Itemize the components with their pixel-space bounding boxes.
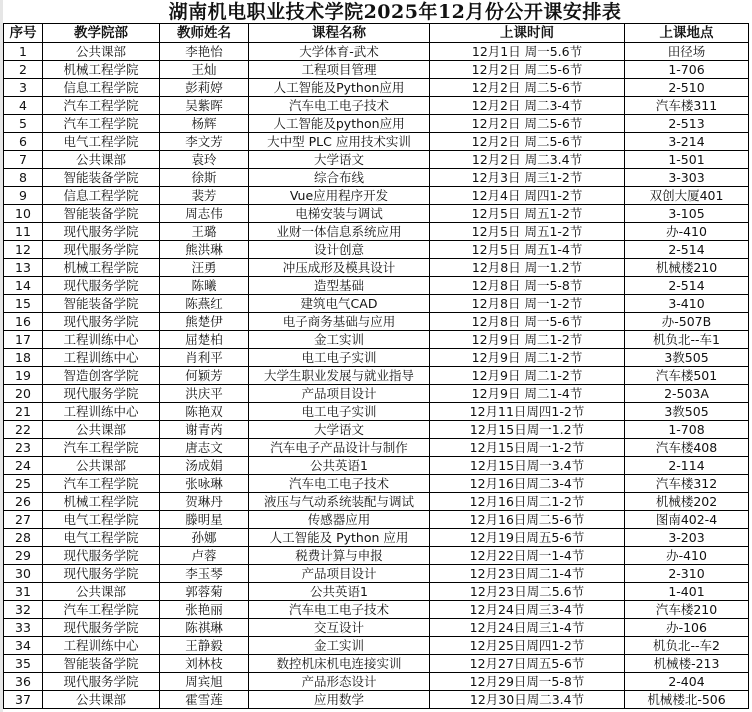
cell-col-location[interactable]: 3教505	[625, 349, 749, 367]
cell-col-location[interactable]: 机械楼北-506	[625, 691, 749, 709]
cell-col-location[interactable]: 双创大厦401	[625, 187, 749, 205]
cell-col-department[interactable]: 现代服务学院	[43, 277, 160, 295]
cell-col-time[interactable]: 12月8日 周一1.2节	[430, 259, 625, 277]
cell-col-index[interactable]: 32	[4, 601, 43, 619]
cell-col-teacher[interactable]: 孙娜	[160, 529, 249, 547]
cell-col-index[interactable]: 26	[4, 493, 43, 511]
cell-col-index[interactable]: 17	[4, 331, 43, 349]
cell-col-department[interactable]: 现代服务学院	[43, 565, 160, 583]
cell-col-department[interactable]: 智能装备学院	[43, 205, 160, 223]
header-col-time: 上课时间	[430, 24, 625, 43]
cell-col-index[interactable]: 37	[4, 691, 43, 709]
header-row	[4, 24, 749, 43]
cell-col-index[interactable]: 34	[4, 637, 43, 655]
table-row	[4, 475, 749, 493]
cell-col-time[interactable]: 12月9日 周二1-2节	[430, 349, 625, 367]
table-row	[4, 79, 749, 97]
header-col-location: 上课地点	[625, 24, 749, 43]
cell-col-department[interactable]: 机械工程学院	[43, 493, 160, 511]
cell-col-time[interactable]: 12月15日周一1-2节	[430, 439, 625, 457]
table-row	[4, 187, 749, 205]
cell-col-department[interactable]: 智能装备学院	[43, 655, 160, 673]
cell-col-location[interactable]: 机负北--车1	[625, 331, 749, 349]
cell-col-location[interactable]: 图南402-4	[625, 511, 749, 529]
cell-col-course[interactable]: 传感器应用	[249, 511, 430, 529]
cell-col-location[interactable]: 汽车楼408	[625, 439, 749, 457]
cell-col-course[interactable]: 公共英语1	[249, 583, 430, 601]
cell-col-department[interactable]: 现代服务学院	[43, 673, 160, 691]
cell-col-teacher[interactable]: 徐斯	[160, 169, 249, 187]
cell-col-teacher[interactable]: 霍雪莲	[160, 691, 249, 709]
table-row	[4, 313, 749, 331]
cell-col-teacher[interactable]: 卢蓉	[160, 547, 249, 565]
cell-col-time[interactable]: 12月22日周一1-4节	[430, 547, 625, 565]
cell-col-time[interactable]: 12月2日 周二3.4节	[430, 151, 625, 169]
cell-col-time[interactable]: 12月27日周五5-6节	[430, 655, 625, 673]
cell-col-location[interactable]: 办-410	[625, 547, 749, 565]
table-row	[4, 331, 749, 349]
table-row	[4, 655, 749, 673]
cell-col-course[interactable]: 汽车电工电子技术	[249, 475, 430, 493]
cell-col-location[interactable]: 汽车楼312	[625, 475, 749, 493]
cell-col-course[interactable]: 综合布线	[249, 169, 430, 187]
cell-col-time[interactable]: 12月29日周一5-8节	[430, 673, 625, 691]
cell-col-course[interactable]: 工程项目管理	[249, 61, 430, 79]
cell-col-time[interactable]: 12月15日周一3.4节	[430, 457, 625, 475]
cell-col-location[interactable]: 办-410	[625, 223, 749, 241]
cell-col-teacher[interactable]: 张艳丽	[160, 601, 249, 619]
table-row	[4, 223, 749, 241]
cell-col-department[interactable]: 信息工程学院	[43, 187, 160, 205]
cell-col-teacher[interactable]: 刘林枝	[160, 655, 249, 673]
cell-col-teacher[interactable]: 汤成娟	[160, 457, 249, 475]
cell-col-course[interactable]: 电工电子实训	[249, 349, 430, 367]
cell-col-location[interactable]: 1-501	[625, 151, 749, 169]
table-row	[4, 277, 749, 295]
cell-col-index[interactable]: 19	[4, 367, 43, 385]
cell-col-time[interactable]: 12月16日周二3-4节	[430, 475, 625, 493]
cell-col-course[interactable]: 造型基础	[249, 277, 430, 295]
cell-col-teacher[interactable]: 周志伟	[160, 205, 249, 223]
cell-col-index[interactable]: 27	[4, 511, 43, 529]
cell-col-teacher[interactable]: 汪勇	[160, 259, 249, 277]
table-row	[4, 619, 749, 637]
cell-col-teacher[interactable]: 熊洪琳	[160, 241, 249, 259]
cell-col-course[interactable]: 大学生职业发展与就业指导	[249, 367, 430, 385]
cell-col-time[interactable]: 12月8日 周一1-2节	[430, 295, 625, 313]
table-row	[4, 691, 749, 709]
cell-col-location[interactable]: 3-410	[625, 295, 749, 313]
cell-col-time[interactable]: 12月5日 周五1-2节	[430, 205, 625, 223]
table-row	[4, 259, 749, 277]
cell-col-location[interactable]: 2-514	[625, 241, 749, 259]
table-row	[4, 457, 749, 475]
table-row	[4, 367, 749, 385]
cell-col-course[interactable]: 大中型 PLC 应用技术实训	[249, 133, 430, 151]
cell-col-index[interactable]: 1	[4, 43, 43, 61]
cell-col-course[interactable]: 电梯安装与调试	[249, 205, 430, 223]
table-row	[4, 43, 749, 61]
cell-col-index[interactable]: 7	[4, 151, 43, 169]
cell-col-index[interactable]: 15	[4, 295, 43, 313]
table-row	[4, 601, 749, 619]
cell-col-index[interactable]: 16	[4, 313, 43, 331]
cell-col-department[interactable]: 汽车工程学院	[43, 97, 160, 115]
cell-col-index[interactable]: 9	[4, 187, 43, 205]
cell-col-course[interactable]: 汽车电工电子技术	[249, 601, 430, 619]
table-row	[4, 493, 749, 511]
cell-col-location[interactable]: 3-214	[625, 133, 749, 151]
cell-col-department[interactable]: 汽车工程学院	[43, 115, 160, 133]
cell-col-time[interactable]: 12月23日周二1-4节	[430, 565, 625, 583]
table-row	[4, 565, 749, 583]
schedule-table	[3, 23, 749, 709]
table-row	[4, 583, 749, 601]
table-row	[4, 295, 749, 313]
cell-col-index[interactable]: 33	[4, 619, 43, 637]
cell-col-time[interactable]: 12月16日周二1-2节	[430, 493, 625, 511]
cell-col-index[interactable]: 36	[4, 673, 43, 691]
cell-col-course[interactable]: 人工智能及python应用	[249, 115, 430, 133]
cell-col-course[interactable]: 建筑电气CAD	[249, 295, 430, 313]
cell-col-department[interactable]: 现代服务学院	[43, 313, 160, 331]
cell-col-teacher[interactable]: 何颖芳	[160, 367, 249, 385]
cell-col-time[interactable]: 12月5日 周五1-2节	[430, 223, 625, 241]
cell-col-course[interactable]: 冲压成形及模具设计	[249, 259, 430, 277]
cell-col-location[interactable]: 办-507B	[625, 313, 749, 331]
cell-col-department[interactable]: 智能装备学院	[43, 295, 160, 313]
cell-col-index[interactable]: 22	[4, 421, 43, 439]
header-col-course: 课程名称	[249, 24, 430, 43]
cell-col-time[interactable]: 12月9日 周二1-4节	[430, 385, 625, 403]
cell-col-department[interactable]: 信息工程学院	[43, 79, 160, 97]
cell-col-time[interactable]: 12月16日周二5-6节	[430, 511, 625, 529]
table-row	[4, 673, 749, 691]
cell-col-time[interactable]: 12月4日 周四1-2节	[430, 187, 625, 205]
cell-col-index[interactable]: 6	[4, 133, 43, 151]
cell-col-department[interactable]: 公共课部	[43, 43, 160, 61]
cell-col-index[interactable]: 29	[4, 547, 43, 565]
cell-col-teacher[interactable]: 吴紫晖	[160, 97, 249, 115]
table-row	[4, 403, 749, 421]
cell-col-location[interactable]: 汽车楼311	[625, 97, 749, 115]
cell-col-teacher[interactable]: 滕明星	[160, 511, 249, 529]
cell-col-teacher[interactable]: 陈曦	[160, 277, 249, 295]
table-row	[4, 169, 749, 187]
cell-col-location[interactable]: 1-706	[625, 61, 749, 79]
cell-col-department[interactable]: 电气工程学院	[43, 133, 160, 151]
cell-col-course[interactable]: 设计创意	[249, 241, 430, 259]
table-row	[4, 133, 749, 151]
cell-col-course[interactable]: 交互设计	[249, 619, 430, 637]
cell-col-department[interactable]: 工程训练中心	[43, 637, 160, 655]
cell-col-time[interactable]: 12月24日周三3-4节	[430, 601, 625, 619]
cell-col-location[interactable]: 2-503A	[625, 385, 749, 403]
cell-col-course[interactable]: 税费计算与申报	[249, 547, 430, 565]
table-row	[4, 151, 749, 169]
cell-col-index[interactable]: 12	[4, 241, 43, 259]
cell-col-time[interactable]: 12月8日 周一5-6节	[430, 313, 625, 331]
table-row	[4, 637, 749, 655]
cell-col-course[interactable]: 金工实训	[249, 331, 430, 349]
cell-col-location[interactable]: 3-105	[625, 205, 749, 223]
cell-col-department[interactable]: 智能装备学院	[43, 169, 160, 187]
cell-col-department[interactable]: 公共课部	[43, 151, 160, 169]
table-row	[4, 349, 749, 367]
cell-col-department[interactable]: 电气工程学院	[43, 529, 160, 547]
page-title: 湖南机电职业技术学院2025年12月份公开课安排表	[168, 1, 622, 23]
cell-col-teacher[interactable]: 袁玲	[160, 151, 249, 169]
cell-col-location[interactable]: 汽车楼210	[625, 601, 749, 619]
header-col-department: 教学院部	[43, 24, 160, 43]
cell-col-teacher[interactable]: 王灿	[160, 61, 249, 79]
cell-col-index[interactable]: 21	[4, 403, 43, 421]
table-row	[4, 529, 749, 547]
cell-col-time[interactable]: 12月15日周一1.2节	[430, 421, 625, 439]
cell-col-department[interactable]: 公共课部	[43, 421, 160, 439]
cell-col-course[interactable]: 产品项目设计	[249, 565, 430, 583]
table-row	[4, 385, 749, 403]
cell-col-course[interactable]: 金工实训	[249, 637, 430, 655]
cell-col-index[interactable]: 3	[4, 79, 43, 97]
cell-col-teacher[interactable]: 洪庆平	[160, 385, 249, 403]
cell-col-department[interactable]: 智造创客学院	[43, 367, 160, 385]
cell-col-course[interactable]: 人工智能及 Python 应用	[249, 529, 430, 547]
cell-col-index[interactable]: 5	[4, 115, 43, 133]
cell-col-department[interactable]: 电气工程学院	[43, 511, 160, 529]
cell-col-time[interactable]: 12月2日 周二5-6节	[430, 115, 625, 133]
cell-col-index[interactable]: 8	[4, 169, 43, 187]
cell-col-course[interactable]: 产品形态设计	[249, 673, 430, 691]
cell-col-course[interactable]: 大学语文	[249, 151, 430, 169]
cell-col-time[interactable]: 12月2日 周二3-4节	[430, 97, 625, 115]
cell-col-index[interactable]: 10	[4, 205, 43, 223]
cell-col-teacher[interactable]: 熊楚伊	[160, 313, 249, 331]
cell-col-teacher[interactable]: 贺琳丹	[160, 493, 249, 511]
cell-col-department[interactable]: 公共课部	[43, 583, 160, 601]
cell-col-location[interactable]: 2-510	[625, 79, 749, 97]
cell-col-index[interactable]: 18	[4, 349, 43, 367]
cell-col-time[interactable]: 12月1日 周一5.6节	[430, 43, 625, 61]
cell-col-teacher[interactable]: 杨辉	[160, 115, 249, 133]
cell-col-location[interactable]: 3教505	[625, 403, 749, 421]
cell-col-course[interactable]: 产品项目设计	[249, 385, 430, 403]
cell-col-location[interactable]: 田径场	[625, 43, 749, 61]
cell-col-course[interactable]: 人工智能及Python应用	[249, 79, 430, 97]
cell-col-course[interactable]: 电子商务基础与应用	[249, 313, 430, 331]
cell-col-course[interactable]: 数控机床机电连接实训	[249, 655, 430, 673]
cell-col-location[interactable]: 2-114	[625, 457, 749, 475]
cell-col-time[interactable]: 12月2日 周二5-6节	[430, 79, 625, 97]
cell-col-index[interactable]: 13	[4, 259, 43, 277]
cell-col-teacher[interactable]: 王璐	[160, 223, 249, 241]
cell-col-department[interactable]: 机械工程学院	[43, 259, 160, 277]
cell-col-teacher[interactable]: 屈楚柏	[160, 331, 249, 349]
cell-col-course[interactable]: 汽车电工电子技术	[249, 97, 430, 115]
cell-col-department[interactable]: 机械工程学院	[43, 61, 160, 79]
cell-col-teacher[interactable]: 陈艳双	[160, 403, 249, 421]
cell-col-department[interactable]: 公共课部	[43, 691, 160, 709]
cell-col-location[interactable]: 2-514	[625, 277, 749, 295]
cell-col-location[interactable]: 机械楼210	[625, 259, 749, 277]
cell-col-time[interactable]: 12月19日周五5-6节	[430, 529, 625, 547]
table-row	[4, 205, 749, 223]
cell-col-index[interactable]: 20	[4, 385, 43, 403]
cell-col-course[interactable]: 液压与气动系统装配与调试	[249, 493, 430, 511]
cell-col-teacher[interactable]: 郭蓉菊	[160, 583, 249, 601]
cell-col-location[interactable]: 汽车楼501	[625, 367, 749, 385]
table-row	[4, 115, 749, 133]
cell-col-teacher[interactable]: 彭莉婷	[160, 79, 249, 97]
cell-col-time[interactable]: 12月2日 周二5-6节	[430, 133, 625, 151]
cell-col-teacher[interactable]: 唐志文	[160, 439, 249, 457]
cell-col-course[interactable]: 大学语文	[249, 421, 430, 439]
cell-col-teacher[interactable]: 李文芳	[160, 133, 249, 151]
cell-col-department[interactable]: 公共课部	[43, 457, 160, 475]
cell-col-time[interactable]: 12月9日 周二1-2节	[430, 331, 625, 349]
cell-col-department[interactable]: 现代服务学院	[43, 223, 160, 241]
cell-col-location[interactable]: 机负北--车2	[625, 637, 749, 655]
cell-col-location[interactable]: 1-708	[625, 421, 749, 439]
cell-col-location[interactable]: 办-106	[625, 619, 749, 637]
cell-col-index[interactable]: 4	[4, 97, 43, 115]
cell-col-time[interactable]: 12月11日周四1-2节	[430, 403, 625, 421]
cell-col-department[interactable]: 工程训练中心	[43, 403, 160, 421]
cell-col-department[interactable]: 工程训练中心	[43, 331, 160, 349]
cell-col-location[interactable]: 机械楼202	[625, 493, 749, 511]
cell-col-course[interactable]: Vue应用程序开发	[249, 187, 430, 205]
cell-col-index[interactable]: 25	[4, 475, 43, 493]
cell-col-teacher[interactable]: 谢青芮	[160, 421, 249, 439]
cell-col-department[interactable]: 现代服务学院	[43, 385, 160, 403]
cell-col-course[interactable]: 应用数学	[249, 691, 430, 709]
cell-col-teacher[interactable]: 王静毅	[160, 637, 249, 655]
cell-col-index[interactable]: 24	[4, 457, 43, 475]
cell-col-course[interactable]: 大学体育-武术	[249, 43, 430, 61]
cell-col-location[interactable]: 2-513	[625, 115, 749, 133]
table-row	[4, 61, 749, 79]
cell-col-location[interactable]: 1-401	[625, 583, 749, 601]
cell-col-index[interactable]: 14	[4, 277, 43, 295]
cell-col-teacher[interactable]: 陈燕红	[160, 295, 249, 313]
header-col-teacher: 教师姓名	[160, 24, 249, 43]
cell-col-time[interactable]: 12月25日周四1-2节	[430, 637, 625, 655]
table-row	[4, 241, 749, 259]
cell-col-time[interactable]: 12月30日周二3.4节	[430, 691, 625, 709]
cell-col-teacher[interactable]: 肖利平	[160, 349, 249, 367]
table-row	[4, 547, 749, 565]
table-row	[4, 421, 749, 439]
cell-col-teacher[interactable]: 周宾旭	[160, 673, 249, 691]
cell-col-course[interactable]: 业财一体信息系统应用	[249, 223, 430, 241]
table-row	[4, 97, 749, 115]
cell-col-time[interactable]: 12月2日 周二5-6节	[430, 61, 625, 79]
cell-col-index[interactable]: 2	[4, 61, 43, 79]
cell-col-index[interactable]: 11	[4, 223, 43, 241]
cell-col-course[interactable]: 电工电子实训	[249, 403, 430, 421]
cell-col-time[interactable]: 12月3日 周三1-2节	[430, 169, 625, 187]
cell-col-teacher[interactable]: 张咏琳	[160, 475, 249, 493]
cell-col-location[interactable]: 2-310	[625, 565, 749, 583]
cell-col-time[interactable]: 12月24日周三1-4节	[430, 619, 625, 637]
cell-col-index[interactable]: 35	[4, 655, 43, 673]
cell-col-time[interactable]: 12月8日 周一5-8节	[430, 277, 625, 295]
cell-col-course[interactable]: 汽车电子产品设计与制作	[249, 439, 430, 457]
cell-col-department[interactable]: 现代服务学院	[43, 241, 160, 259]
cell-col-department[interactable]: 现代服务学院	[43, 547, 160, 565]
cell-col-time[interactable]: 12月9日 周二1-2节	[430, 367, 625, 385]
cell-col-teacher[interactable]: 李艳怡	[160, 43, 249, 61]
cell-col-teacher[interactable]: 李玉琴	[160, 565, 249, 583]
cell-col-time[interactable]: 12月5日 周五1-4节	[430, 241, 625, 259]
header-col-index: 序号	[4, 24, 43, 43]
cell-col-teacher[interactable]: 陈祺琳	[160, 619, 249, 637]
table-row	[4, 439, 749, 457]
cell-col-time[interactable]: 12月23日周二5.6节	[430, 583, 625, 601]
cell-col-location[interactable]: 机械楼-213	[625, 655, 749, 673]
cell-col-department[interactable]: 工程训练中心	[43, 349, 160, 367]
cell-col-department[interactable]: 汽车工程学院	[43, 475, 160, 493]
cell-col-department[interactable]: 汽车工程学院	[43, 439, 160, 457]
cell-col-department[interactable]: 现代服务学院	[43, 619, 160, 637]
cell-col-course[interactable]: 公共英语1	[249, 457, 430, 475]
cell-col-index[interactable]: 23	[4, 439, 43, 457]
cell-col-location[interactable]: 3-203	[625, 529, 749, 547]
cell-col-location[interactable]: 2-404	[625, 673, 749, 691]
cell-col-department[interactable]: 汽车工程学院	[43, 601, 160, 619]
cell-col-location[interactable]: 3-303	[625, 169, 749, 187]
cell-col-index[interactable]: 28	[4, 529, 43, 547]
table-row	[4, 511, 749, 529]
cell-col-teacher[interactable]: 裴芳	[160, 187, 249, 205]
cell-col-index[interactable]: 31	[4, 583, 43, 601]
cell-col-index[interactable]: 30	[4, 565, 43, 583]
